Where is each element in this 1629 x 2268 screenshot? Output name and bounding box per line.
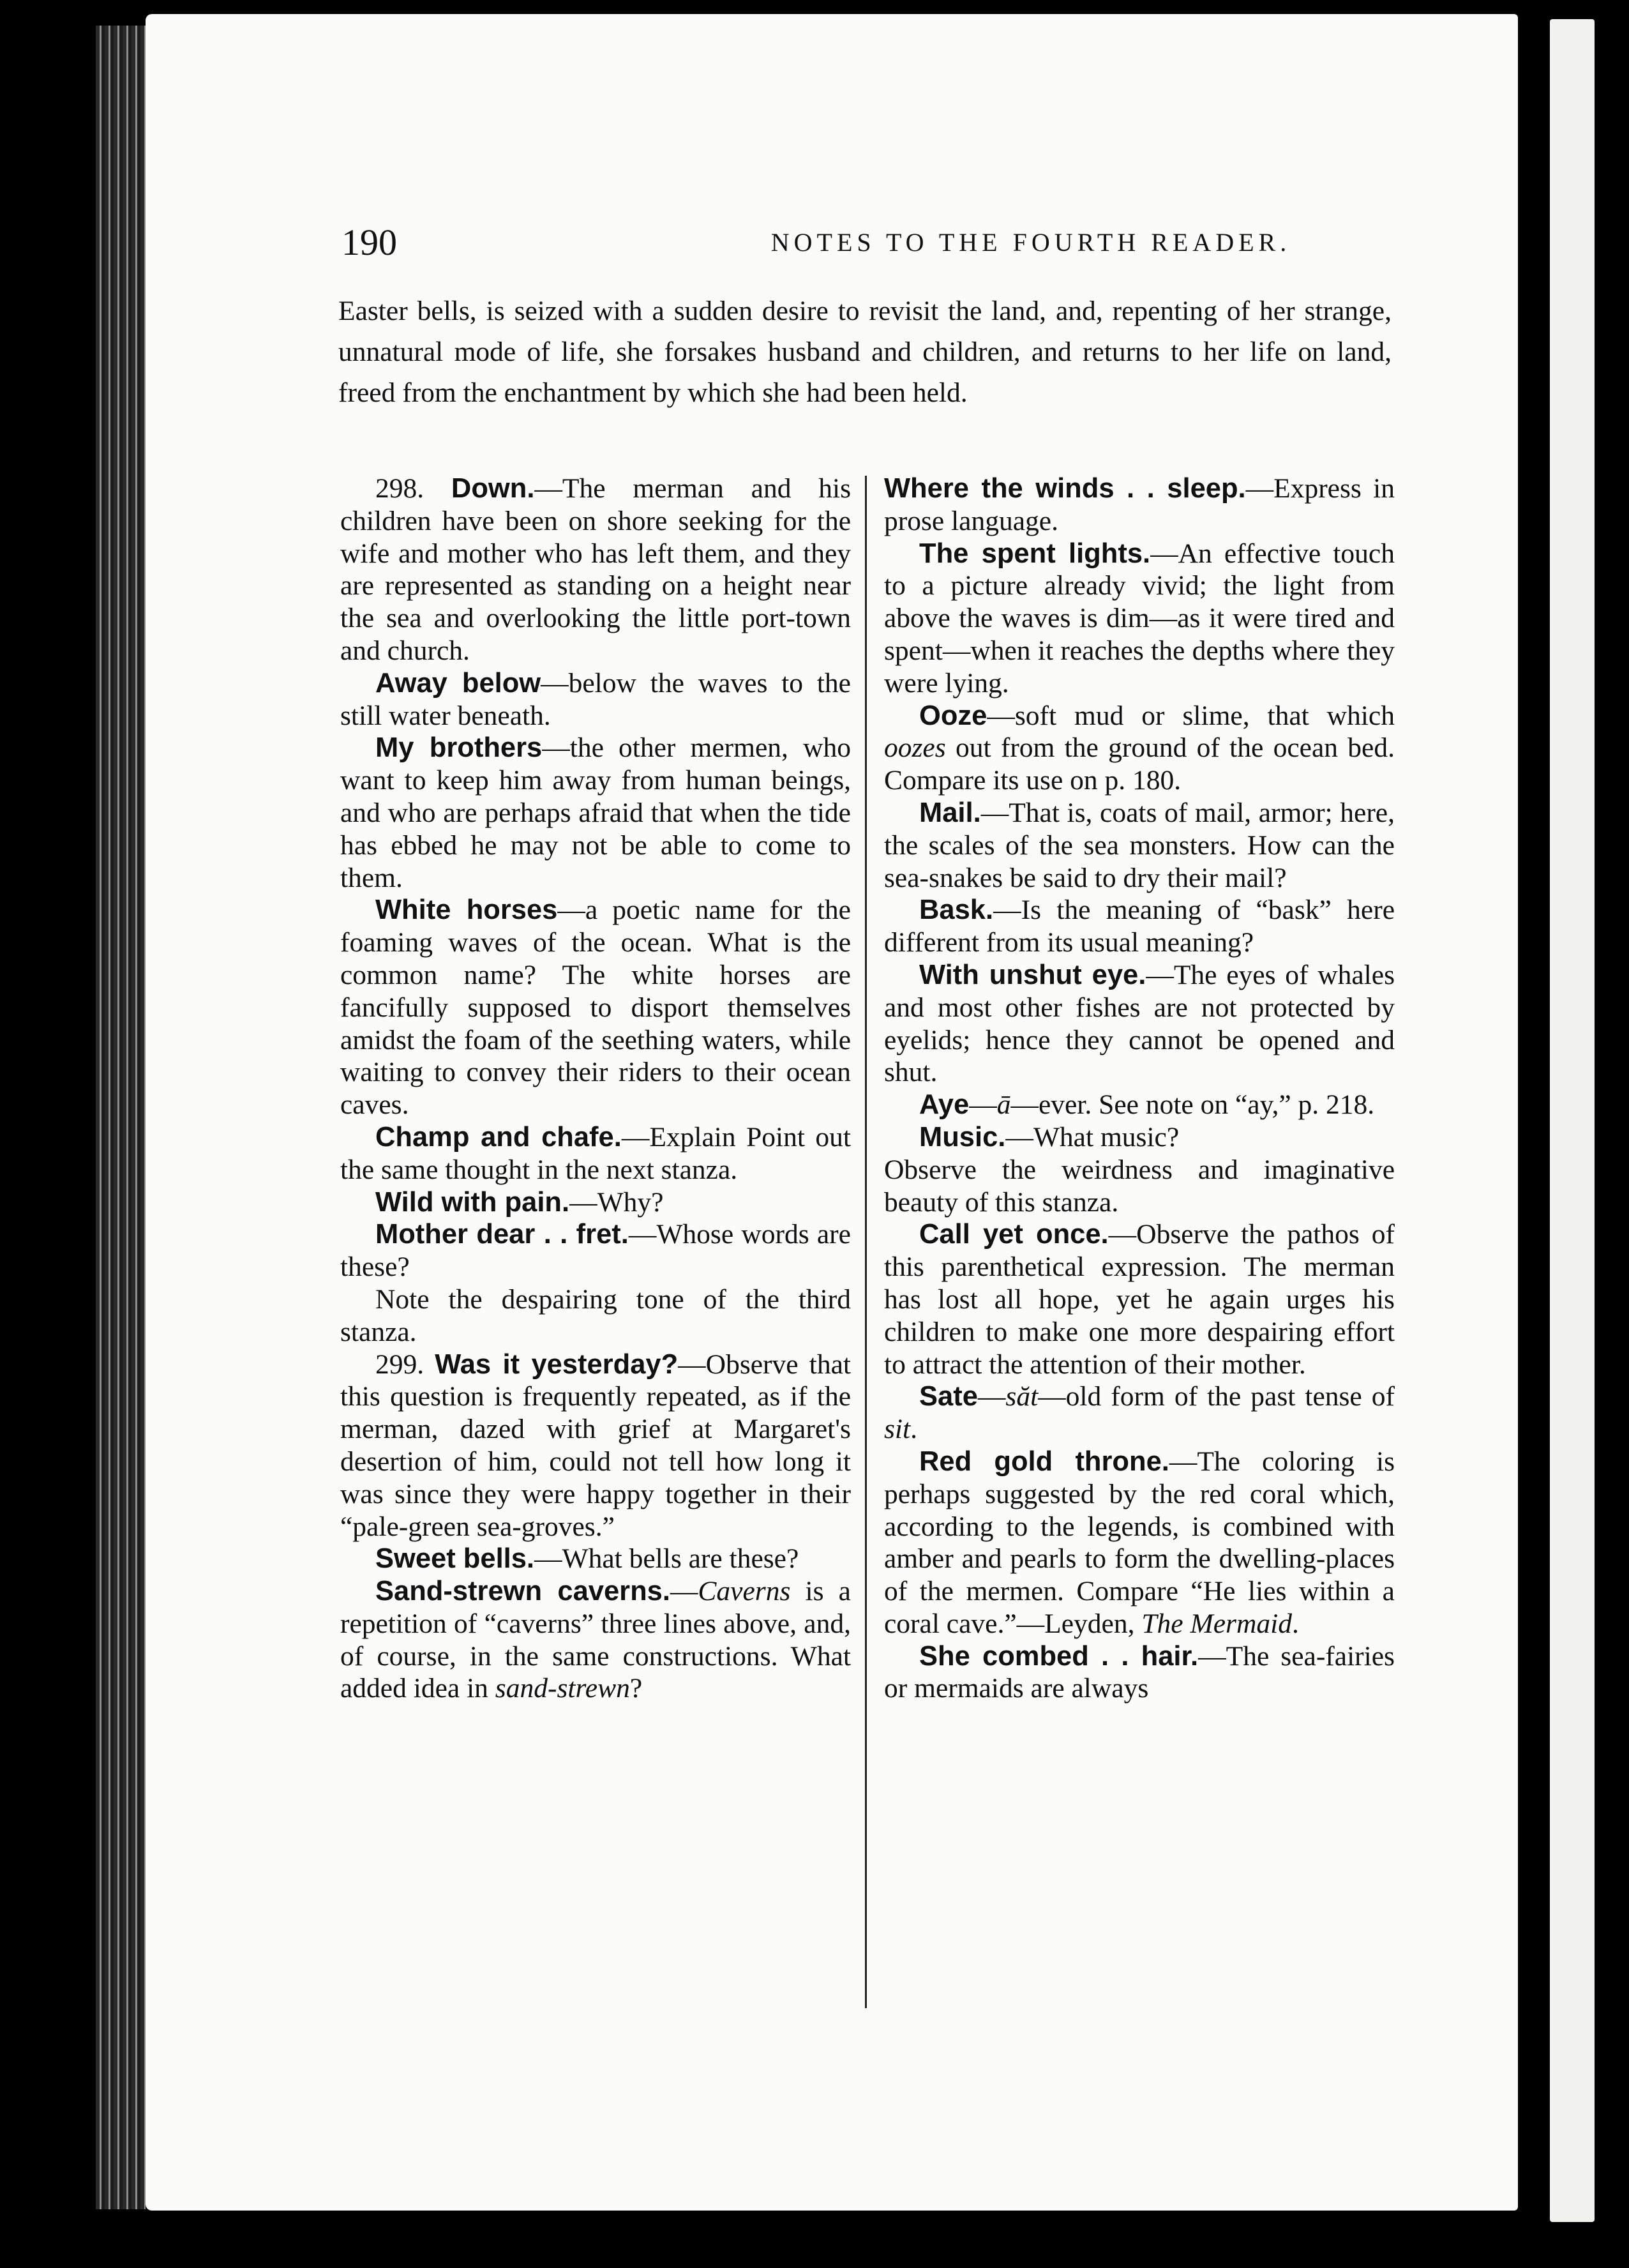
note-text: —Express in prose language. bbox=[884, 473, 1395, 536]
note-term: Ooze bbox=[919, 700, 987, 731]
note-text: —Observe the pathos of this parenthetical expression. The merman has lost all hope, yet he again urges his children to make one more despairing effort to attract the attention of their mother. bbox=[884, 1219, 1395, 1380]
note-term: Mother dear . . fret. bbox=[375, 1219, 629, 1250]
page-header bbox=[342, 217, 1484, 268]
note-entry bbox=[340, 1218, 851, 1283]
note-term: Sweet bells. bbox=[375, 1543, 535, 1575]
note-text: . bbox=[1291, 1608, 1299, 1639]
note-text: —Whose words are these? bbox=[340, 1219, 851, 1283]
note-term: Where the winds . . sleep. bbox=[884, 473, 1246, 504]
note-text: —An effective touch to a picture already vivid; the light from above the waves is dim—as it were tired and spent—when it reaches the depths where they were lying. bbox=[884, 538, 1395, 699]
note-entry bbox=[884, 1446, 1395, 1640]
note-italic: sit bbox=[884, 1414, 911, 1445]
page-edges bbox=[96, 26, 146, 2209]
note-text: — bbox=[670, 1576, 698, 1607]
facing-page-edge bbox=[1550, 19, 1595, 2222]
note-entry bbox=[340, 667, 851, 732]
note-text: —old form of the past tense of bbox=[1038, 1381, 1395, 1412]
note-entry bbox=[884, 538, 1395, 700]
note-entry bbox=[884, 1089, 1395, 1121]
note-text: out from the ground of the ocean bed. Compare its use on p. 180. bbox=[884, 732, 1395, 796]
note-term: Down. bbox=[451, 473, 535, 504]
note-number: 299. bbox=[375, 1349, 424, 1380]
note-text: —Explain Point out the same thought in the next stanza. bbox=[340, 1121, 851, 1185]
page-number: 190 bbox=[342, 222, 397, 263]
note-text: — bbox=[977, 1381, 1006, 1412]
note-italic: săt bbox=[1005, 1381, 1039, 1412]
note-italic: ā bbox=[996, 1089, 1011, 1121]
note-text: is a repetition of “caverns” three lines above, and, of course, in the same constructions. What added idea in bbox=[340, 1576, 851, 1704]
scan-border bbox=[146, 2211, 1550, 2268]
note-text: —The sea-fairies or mermaids are always bbox=[884, 1640, 1395, 1704]
note-entry bbox=[340, 1186, 851, 1219]
note-text: —The merman and his children have been on shore seeking for the wife and mother who has left them, and they are represented as standing on a height near the sea and overlooking the little port-town and church. bbox=[340, 473, 851, 666]
note-italic: The Mermaid bbox=[1141, 1608, 1292, 1639]
gutter bbox=[1518, 0, 1550, 2268]
note-text: —Observe that this question is frequently repeated, as if the merman, dazed with grief at Margaret's desertion of him, could not tell how long it was since they were happy together in their “pale-green sea-groves.” bbox=[340, 1349, 851, 1542]
note-term: Red gold throne. bbox=[919, 1446, 1169, 1477]
note-entry bbox=[884, 1121, 1395, 1154]
note-term: Champ and chafe. bbox=[375, 1121, 622, 1153]
note-entry bbox=[884, 959, 1395, 1089]
note-entry bbox=[340, 1349, 851, 1543]
note-term: Aye bbox=[919, 1089, 970, 1121]
note-text: —What bells are these? bbox=[534, 1543, 799, 1575]
note-term: Sate bbox=[919, 1381, 978, 1412]
note-entry bbox=[884, 1380, 1395, 1446]
note-text: —soft mud or slime, that which bbox=[987, 700, 1395, 731]
note-text: —a poetic name for the foaming waves of the ocean. What is the common name? The white horses are fancifully supposed to disport themselves amidst the foam of the seething waters, while waiting to convey their riders to their ocean caves. bbox=[340, 895, 851, 1121]
note-text: —the other mermen, who want to keep him away from human beings, and who are perhaps afraid that when the tide has ebbed he may not be able to come to them. bbox=[340, 732, 851, 893]
note-italic: sand-strewn bbox=[495, 1673, 630, 1704]
note-text: —The coloring is perhaps suggested by the red coral which, according to the legends, is combined with amber and pearls to form the dwelling-places of the mermen. Compare “He lies within a coral cave.”—Leyden, bbox=[884, 1446, 1395, 1639]
note-entry bbox=[884, 1154, 1395, 1219]
note-entry bbox=[340, 1543, 851, 1575]
note-entry bbox=[884, 1640, 1395, 1705]
note-italic: oozes bbox=[884, 732, 946, 764]
note-number: 298. bbox=[375, 473, 424, 504]
note-term: She combed . . hair. bbox=[919, 1640, 1199, 1672]
left-column bbox=[340, 472, 851, 1705]
note-term: Was it yesterday? bbox=[435, 1349, 679, 1380]
note-text: —ever. See note on “ay,” p. 218. bbox=[1010, 1089, 1375, 1121]
note-term: Mail. bbox=[919, 797, 981, 828]
note-entry bbox=[340, 1283, 851, 1349]
note-entry bbox=[884, 700, 1395, 797]
note-text: —Is the meaning of “bask” here different from its usual meaning? bbox=[884, 895, 1395, 958]
note-text: —That is, coats of mail, armor; here, the scales of the sea monsters. How can the sea-snakes be said to dry their mail? bbox=[884, 797, 1395, 893]
note-text: —The eyes of whales and most other fishes are not protected by eyelids; hence they cannot be opened and shut. bbox=[884, 959, 1395, 1088]
intro-paragraph: Easter bells, is seized with a sudden desire to revisit the land, and, repenting of her strange, unnatural mode of life, she forsakes husband and children, and returns to her life on land, freed from the enchantment by which she had been held. bbox=[338, 296, 1392, 408]
note-term: Bask. bbox=[919, 895, 994, 926]
note-text: . bbox=[910, 1414, 917, 1445]
column-divider bbox=[865, 476, 867, 2008]
note-text: —What music? bbox=[1005, 1121, 1180, 1153]
note-entry bbox=[340, 894, 851, 1121]
note-term: Sand-strewn caverns. bbox=[375, 1576, 670, 1607]
note-entry bbox=[884, 797, 1395, 894]
note-entry bbox=[340, 1121, 851, 1186]
note-text: Observe the weirdness and imaginative beauty of this stanza. bbox=[884, 1154, 1395, 1218]
note-entry bbox=[340, 1575, 851, 1705]
note-entry bbox=[884, 1218, 1395, 1380]
note-italic: Caverns bbox=[698, 1576, 791, 1607]
running-title: NOTES TO THE FOURTH READER. bbox=[770, 228, 1291, 257]
note-term: With unshut eye. bbox=[919, 959, 1146, 990]
note-term: The spent lights. bbox=[919, 538, 1151, 569]
note-term: Call yet once. bbox=[919, 1219, 1109, 1250]
note-entry bbox=[884, 894, 1395, 959]
note-text: —below the waves to the still water beneath. bbox=[340, 667, 851, 731]
note-entry bbox=[340, 472, 851, 667]
note-entry bbox=[340, 732, 851, 894]
note-term: My brothers bbox=[375, 732, 543, 764]
note-term: Away below bbox=[375, 667, 541, 699]
note-text: —Why? bbox=[569, 1186, 664, 1218]
note-entry bbox=[884, 472, 1395, 538]
note-text: — bbox=[969, 1089, 997, 1121]
note-text: ? bbox=[629, 1673, 643, 1704]
note-term: White horses bbox=[375, 895, 558, 926]
right-column bbox=[884, 472, 1395, 1705]
note-text: Note the despairing tone of the third stanza. bbox=[340, 1283, 851, 1347]
note-term: Music. bbox=[919, 1121, 1006, 1153]
note-term: Wild with pain. bbox=[375, 1186, 570, 1218]
